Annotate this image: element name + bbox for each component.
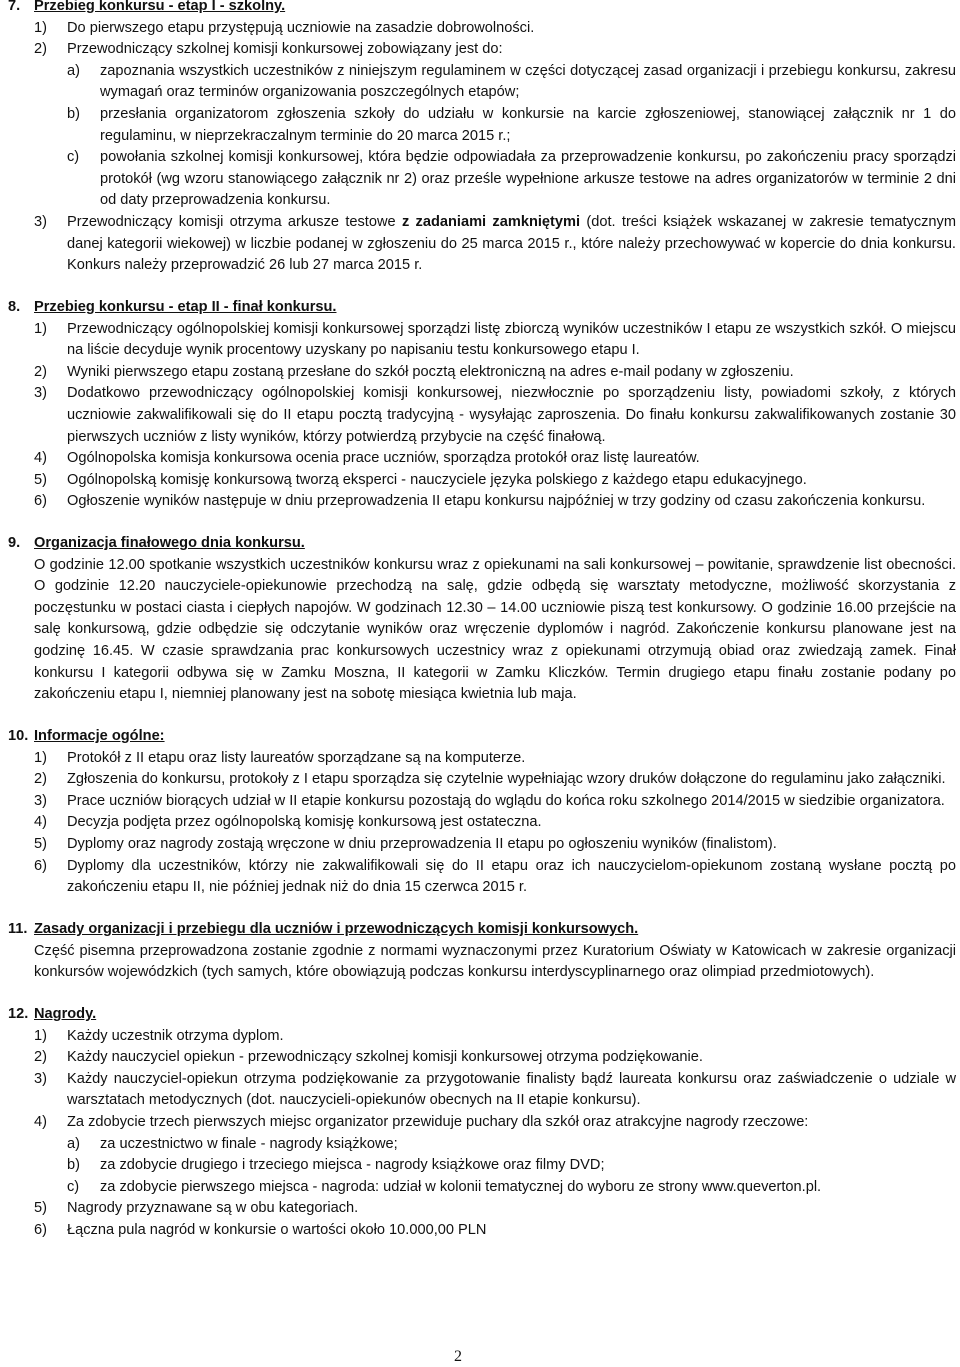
item-marker: 5) <box>34 1200 47 1217</box>
list-item <box>8 1112 956 1134</box>
section-number: 7. <box>8 0 21 14</box>
list-item <box>8 791 956 813</box>
list-item <box>8 834 956 856</box>
item-marker: b) <box>67 105 80 122</box>
item-text: Ogólnopolską komisję konkursową tworzą eksperci - nauczyciele języka polskiego z każdego etapu edukacyjnego. <box>67 471 807 488</box>
item-text: Ogólnopolska komisja konkursowa ocenia prace uczniów, sporządza protokół oraz listę laureatów. <box>67 450 700 467</box>
item-marker: 1) <box>34 320 47 337</box>
item-marker: 3) <box>34 792 47 809</box>
section-number: 8. <box>8 299 21 315</box>
section-paragraph: Część pisemna przeprowadzona zostanie zgodnie z normami wyznaczonymi przez Kuratorium Oświaty w Katowicach w zakresie organizacji konkursów wojewódzkich (tych samych, które obowiązują podczas konkursu interdyscyplinarnego oraz olimpiad przedmiotowych). <box>34 942 956 981</box>
item-marker: 2) <box>34 41 47 58</box>
sub-item <box>8 1134 956 1156</box>
list-item <box>8 362 956 384</box>
item-marker: 1) <box>34 19 47 36</box>
item-text: Łączna pula nagród w konkursie o wartości około 10.000,00 PLN <box>67 1221 487 1238</box>
list-item <box>8 383 956 448</box>
item-marker: 6) <box>34 493 47 510</box>
list-item <box>8 212 956 277</box>
item-text: Protokół z II etapu oraz listy laureatów sporządzane są na komputerze. <box>67 749 526 766</box>
item-marker: 6) <box>34 857 47 874</box>
item-marker: a) <box>67 62 80 79</box>
section-title: Zasady organizacji i przebiegu dla uczniów i przewodniczących komisji konkursowych. <box>34 921 639 937</box>
item-marker: 3) <box>34 1070 47 1087</box>
item-marker: 2) <box>34 363 47 380</box>
section-title: Przebieg konkursu - etap I - szkolny. <box>34 0 286 14</box>
list-item <box>8 769 956 791</box>
item-text: Za zdobycie trzech pierwszych miejsc organizator przewiduje puchary dla szkół oraz atrakcyjne nagrody rzeczowe: <box>67 1113 809 1130</box>
item-text: za uczestnictwo w finale - nagrody książkowe; <box>100 1135 398 1152</box>
item-marker: 3) <box>34 213 47 230</box>
section-7 <box>8 0 956 277</box>
sub-item <box>8 1177 956 1199</box>
list-item <box>8 1047 956 1069</box>
section-heading <box>8 1004 956 1026</box>
item-text: przesłania organizatorom zgłoszenia szkoły do udziału w konkursie na karcie zgłoszeniowej, stanowiącej załącznik nr 1 do regulaminu, w nieprzekraczalnym terminie do 20 marca 2015 r.; <box>100 105 956 144</box>
item-marker: c) <box>67 1178 80 1195</box>
section-heading <box>8 533 956 555</box>
section-9 <box>8 533 956 706</box>
item-text: Każdy nauczyciel opiekun - przewodniczący szkolnej komisji konkursowej otrzyma podziękowanie. <box>67 1049 703 1066</box>
section-title: Nagrody. <box>34 1006 97 1022</box>
sub-item <box>8 1155 956 1177</box>
list-item <box>8 1198 956 1220</box>
item-marker: 5) <box>34 471 47 488</box>
bold-phrase: z zadaniami zamkniętymi <box>401 213 581 230</box>
sub-item <box>8 104 956 147</box>
item-text: Przewodniczący ogólnopolskiej komisji konkursowej sporządzi listę zbiorczą wyników uczestników I etapu ze wszystkich szkół. O miejscu na liście decyduje wynik procentowy uzyskany po napisaniu testu konkursowego etapu I. <box>67 320 956 359</box>
item-text: Każdy uczestnik otrzyma dyplom. <box>67 1027 284 1044</box>
item-marker: 4) <box>34 814 47 831</box>
item-text: Zgłoszenia do konkursu, protokoły z I etapu sporządza się czytelnie wypełniając wzory druków dołączone do regulaminu jako załączniki. <box>67 771 946 788</box>
item-marker: b) <box>67 1157 80 1174</box>
list-item <box>8 18 956 40</box>
item-text: Dyplomy dla uczestników, którzy nie zakwalifikowali się do II etapu oraz ich nauczycielom-opiekunom zostaną wysłane pocztą po zakończeniu etapu II, nie później jednak niż do dnia 15 czerwca 2015 r. <box>67 857 956 896</box>
section-12 <box>8 1004 956 1242</box>
list-item <box>8 319 956 362</box>
item-text <box>67 212 956 277</box>
item-text: Decyzja podjęta przez ogólnopolską komisję konkursową jest ostateczna. <box>67 814 542 831</box>
item-text: Nagrody przyznawane są w obu kategoriach. <box>67 1200 359 1217</box>
section-title: Organizacja finałowego dnia konkursu. <box>34 535 305 551</box>
section-number: 11. <box>8 921 28 937</box>
section-heading <box>8 297 956 319</box>
section-title: Informacje ogólne: <box>34 728 165 744</box>
item-marker: 6) <box>34 1221 47 1238</box>
section-number: 10. <box>8 728 29 744</box>
sub-item <box>8 147 956 212</box>
list-item <box>8 1026 956 1048</box>
item-marker: 2) <box>34 1049 47 1066</box>
section-number: 12. <box>8 1006 29 1022</box>
section-heading <box>8 919 956 941</box>
list-item <box>8 1220 956 1242</box>
list-item <box>8 748 956 770</box>
sub-item <box>8 61 956 104</box>
item-marker: 5) <box>34 835 47 852</box>
page-number: 2 <box>454 1348 462 1365</box>
list-item <box>8 856 956 899</box>
section-heading <box>8 726 956 748</box>
item-text: Wyniki pierwszego etapu zostaną przesłane do szkół pocztą elektroniczną na adres e-mail podany w zgłoszeniu. <box>67 363 794 380</box>
item-text: Dyplomy oraz nagrody zostają wręczone w dniu przeprowadzenia II etapu po ogłoszeniu wyników (finalistom). <box>67 835 777 852</box>
item-text: zapoznania wszystkich uczestników z niniejszym regulaminem w części dotyczącej zasad organizacji i przebiegu konkursu, zakresu wymagań oraz terminów organizowania poszczególnych etapów; <box>100 62 956 101</box>
item-text: Dodatkowo przewodniczący ogólnopolskiej komisji konkursowej, niezwłocznie po sporządzeniu listy, powiadomi szkoły, z których uczniowie zakwalifikowali się do II etapu pocztą tradycyjną - wysyłając zaproszenia. Do finału konkursu zakwalifikowanych zostanie 30 pierwszych uczniów z listy wyników, którzy potwierdzą przybycie na część finałową. <box>67 385 956 445</box>
section-title: Przebieg konkursu - etap II - finał konkursu. <box>34 299 337 315</box>
section-8 <box>8 297 956 513</box>
item-marker: 1) <box>34 1027 47 1044</box>
item-text-part: (dot. treści książek wskazanej w zakresie tematycznym danej kategorii wiekowej) w liczbie podanej w zgłoszeniu do 25 marca 2015 r., które należy przechowywać w kopercie do dnia konkursu. Konkurs należy przeprowadzić 26 lub 27 marca 2015 r. <box>67 213 956 274</box>
item-text: Każdy nauczyciel-opiekun otrzyma podziękowanie za przygotowanie finalisty bądź laureata konkursu oraz zaświadczenie o udziale w warsztatach metodycznych (dot. nauczycieli-opiekunów obecnych na II etapie konkursu). <box>67 1070 956 1109</box>
item-text-part: Przewodniczący komisji otrzyma arkusze testowe <box>67 213 402 230</box>
list-item <box>8 812 956 834</box>
section-11 <box>8 919 956 984</box>
item-marker: c) <box>67 149 80 166</box>
item-text: za zdobycie drugiego i trzeciego miejsca - nagrody książkowe oraz filmy DVD; <box>100 1157 605 1174</box>
item-marker: 1) <box>34 749 47 766</box>
section-10 <box>8 726 956 899</box>
item-text: Ogłoszenie wyników następuje w dniu przeprowadzenia II etapu konkursu najpóźniej w trzy godziny od czasu zakończenia konkursu. <box>67 493 926 510</box>
item-marker: 2) <box>34 771 47 788</box>
section-heading <box>8 0 956 18</box>
section-number: 9. <box>8 535 21 551</box>
section-paragraph: O godzinie 12.00 spotkanie wszystkich uczestników konkursu wraz z opiekunami na sali konkursowej – powitanie, sprawdzenie list obecności. O godzinie 12.20 nauczyciele-opiekunowie przechodzą na salę, gdzie odbędą się warsztaty metodyczne, możliwość skorzystania z poczęstunku w postaci ciasta i ciepłych napojów. W godzinach 12.30 – 14.00 uczniowie piszą test konkursowy. O godzinie 16.00 przejście na salę konkursową, gdzie odbędzie się odczytanie wyników oraz wręczenie dyplomów i nagród. Zakończenie konkursu planowane jest na godzinę 16.45. W czasie sprawdzania prac konkursowych uczestnicy wraz z opiekunami otrzymują obiad oraz zwiedzają zamek. Finał konkursu I kategorii odbywa się w Zamku Moszna, II kategorii w Zamku Kliczków. Termin drugiego etapu finału zostanie podany po zakończeniu etapu I, niemniej planowany jest na sobotę miesiąca kwietnia lub maja. <box>34 556 956 703</box>
item-text: Przewodniczący szkolnej komisji konkursowej zobowiązany jest do: <box>67 41 503 58</box>
list-item <box>8 491 956 513</box>
item-marker: 4) <box>34 1113 47 1130</box>
list-item <box>8 39 956 61</box>
item-marker: 3) <box>34 385 47 402</box>
list-item <box>8 1069 956 1112</box>
list-item <box>8 470 956 492</box>
item-marker: 4) <box>34 450 47 467</box>
item-text: powołania szkolnej komisji konkursowej, która będzie odpowiadała za przeprowadzenie konkursu, po zakończeniu pracy sporządzi protokół (wg wzoru stanowiącego załącznik nr 2) oraz prześle wypełnione arkusze testowe na adres organizatorów w terminie 2 dni od daty przeprowadzenia konkursu. <box>100 149 956 209</box>
item-text: za zdobycie pierwszego miejsca - nagroda: udział w kolonii tematycznej do wyboru ze strony www.queverton.pl. <box>100 1178 822 1195</box>
item-marker: a) <box>67 1135 80 1152</box>
item-text: Prace uczniów biorących udział w II etapie konkursu pozostają do wglądu do końca roku szkolnego 2014/2015 w siedzibie organizatora. <box>67 792 945 809</box>
item-text: Do pierwszego etapu przystępują uczniowie na zasadzie dobrowolności. <box>67 19 535 36</box>
list-item <box>8 448 956 470</box>
